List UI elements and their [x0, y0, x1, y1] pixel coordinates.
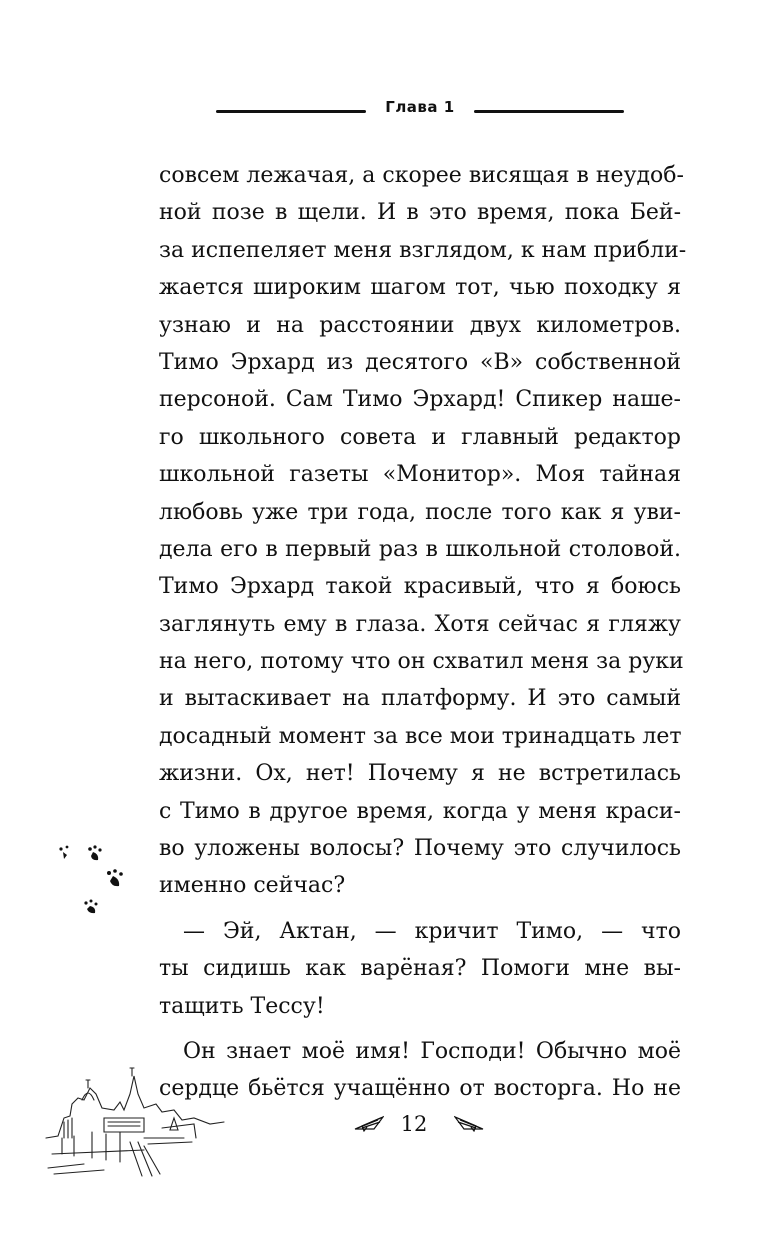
text-line: и вытаскивает на платформу. И это самый — [159, 686, 681, 712]
paw-prints-icon — [55, 838, 135, 923]
text-line: персоной. Сам Тимо Эрхард! Спикер наше- — [159, 387, 681, 413]
text-line: го школьного совета и главный редактор — [159, 424, 681, 450]
text-line: узнаю и на расстоянии двух километров. — [159, 312, 681, 338]
text-line: во уложены волосы? Почему это случилось — [159, 836, 681, 862]
header-rule-right — [474, 110, 624, 113]
text-line: жизни. Ох, нет! Почему я не встретилась — [159, 761, 681, 787]
text-line: жается широким шагом тот, чью походку я — [159, 275, 681, 301]
text-line: — Эй, Актан, — кричит Тимо, — что — [183, 918, 681, 944]
running-head — [0, 96, 768, 126]
text-line: именно сейчас? — [159, 873, 346, 899]
text-line: дела его в первый раз в школьной столовой. — [159, 536, 681, 562]
text-line: ты сидишь как варёная? Помоги мне вы- — [159, 956, 681, 982]
text-line: заглянуть ему в глаза. Хотя сейчас я гляжу — [159, 611, 681, 637]
text-line: Тимо Эрхард из десятого «В» собственной — [159, 349, 681, 375]
text-line: тащить Тессу! — [159, 993, 325, 1019]
text-line: любовь уже три года, после того как я уви- — [159, 499, 681, 525]
text-line: сердце бьётся учащённо от восторга. Но не — [159, 1076, 681, 1102]
text-line: за испепеляет меня взглядом, к нам прибли- — [159, 237, 687, 263]
page-number: 12 — [400, 1112, 428, 1136]
text-line: с Тимо в другое время, когда у меня краси- — [159, 798, 681, 824]
text-line: Он знает моё имя! Господи! Обычно моё — [183, 1038, 681, 1064]
text-line: совсем лежачая, а скорее висящая в неудоб- — [159, 163, 684, 188]
body-text — [159, 157, 687, 1108]
paper-plane-icon — [354, 1114, 384, 1132]
text-line: школьной газеты «Монитор». Моя тайная — [159, 462, 681, 488]
text-line: ной позе в щели. И в это время, пока Бей- — [159, 200, 681, 226]
text-line: Тимо Эрхард такой красивый, что я боюсь — [159, 574, 681, 600]
header-rule-left — [216, 110, 366, 113]
page-footer — [0, 1110, 768, 1150]
text-line: досадный момент за все мои тринадцать лет — [159, 723, 682, 749]
chapter-label: Глава 1 — [385, 98, 455, 116]
text-line: на него, потому что он схватил меня за руки — [159, 649, 684, 675]
paper-plane-icon — [454, 1114, 484, 1132]
